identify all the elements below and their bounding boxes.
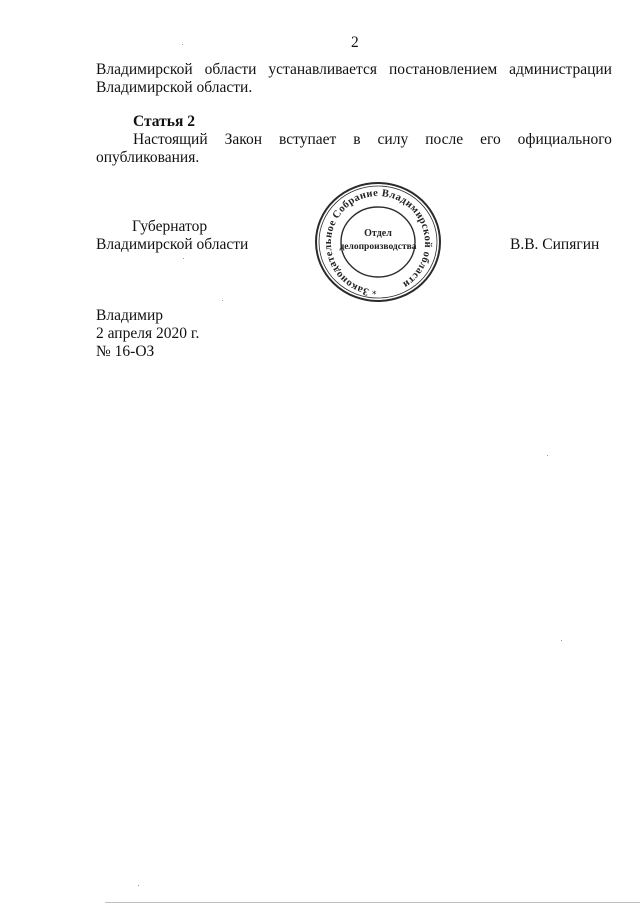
word: силу — [377, 131, 409, 148]
word: администрации — [509, 61, 612, 78]
word: Закон — [224, 131, 263, 148]
word: его — [480, 131, 501, 148]
page-number: 2 — [351, 34, 359, 51]
scan-speck — [183, 258, 184, 259]
scan-speck — [547, 455, 548, 456]
article-heading: Статья 2 — [133, 113, 195, 130]
signatory-title-line-1: Губернатор — [132, 218, 208, 235]
word: Владимирской — [96, 61, 193, 78]
scan-edge-line — [105, 902, 640, 903]
signatory-name: В.В. Сипягин — [510, 236, 600, 253]
word: области — [204, 61, 257, 78]
scan-speck — [138, 885, 139, 886]
word: в — [353, 131, 361, 148]
paragraph-2-line-1 — [133, 131, 612, 149]
stamp-center-line-1: Отдел — [364, 228, 392, 239]
word: Настоящий — [133, 131, 208, 148]
stamp-center-line-2: делопроизводства — [339, 242, 417, 252]
word: устанавливается — [268, 61, 378, 78]
stamp-star: * — [372, 290, 377, 300]
footer-city: Владимир — [96, 307, 163, 324]
footer-law-number: № 16-ОЗ — [96, 343, 155, 360]
signatory-title-line-2: Владимирской области — [96, 236, 249, 253]
official-stamp — [314, 180, 442, 303]
word: официального — [517, 131, 612, 148]
paragraph-1-line-2: Владимирской области. — [96, 79, 253, 96]
scan-speck — [182, 44, 183, 45]
word: после — [425, 131, 464, 148]
footer-date: 2 апреля 2020 г. — [96, 325, 200, 342]
scan-speck — [561, 640, 562, 641]
word: постановлением — [388, 61, 498, 78]
scan-speck — [222, 300, 223, 301]
word: вступает — [279, 131, 337, 148]
stamp-ring-textpath: Законодательное Собрание Владимирской области — [322, 187, 434, 298]
paragraph-1-line-1 — [96, 61, 612, 79]
paragraph-2-line-2: опубликования. — [96, 149, 200, 166]
